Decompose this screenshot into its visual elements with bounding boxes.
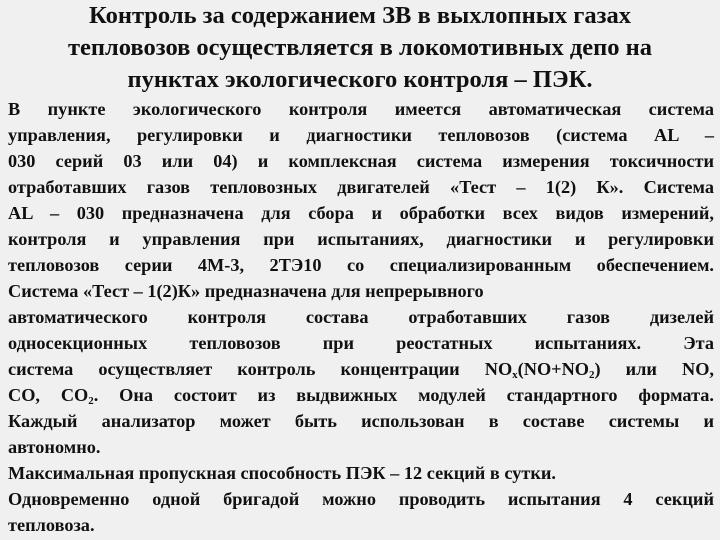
body-line-nox [8,356,714,382]
body-line: Одновременно одной бригадой можно проводить испытания 4 секций [8,489,714,509]
body-line: тепловоза. [8,515,95,535]
body-line: Каждый анализатор может быть использован в составе системы и [8,411,714,431]
slide-title [8,0,712,96]
title-line: Контроль за содержанием ЗВ в выхлопных газах [89,2,631,29]
body-line: тепловозов серии 4М-3, 2ТЭ10 со специализированным обеспечением. [8,255,714,275]
body-line: автономно. [8,437,101,457]
co2-text-before: CO, CO [8,385,89,405]
body-line: управления, регулировки и диагностики тепловозов (система AL – [8,125,714,145]
nox-text-mid: (NO+NO [517,359,590,379]
body-text [8,96,714,538]
body-line: AL – 030 предназначена для сбора и обработки всех видов измерений, [8,203,714,223]
body-line: отработавших газов тепловозных двигателей «Тест – 1(2) К». Система [8,177,714,197]
nox-subscript-x: x [512,369,518,381]
body-line: Максимальная пропускная способность ПЭК – 12 секций в сутки. [8,463,556,483]
title-line: пунктах экологического контроля – ПЭК. [127,66,593,93]
body-line-co2 [8,382,714,408]
body-line: Система «Тест – 1(2)К» предназначена для непрерывного [8,281,484,301]
co2-text-after: . Она состоит из выдвижных модулей стандартного формата. [93,385,715,405]
no2-subscript: 2 [589,369,595,381]
title-line: тепловозов осуществляется в локомотивных депо на [68,34,652,61]
body-line: контроля и управления при испытаниях, диагностики и регулировки [8,229,714,249]
nox-text-after: ) или NO, [594,359,714,379]
body-line: В пункте экологического контроля имеется автоматическая система [8,99,714,119]
body-line: 030 серий 03 или 04) и комплексная система измерения токсичности [8,151,714,171]
body-line: автоматического контроля состава отработавших газов дизелей [8,307,714,327]
body-line: односекционных тепловозов при реостатных испытаниях. Эта [8,333,714,353]
nox-text-before: система осуществляет контроль концентрации NO [8,359,513,379]
co2-subscript: 2 [88,395,94,407]
